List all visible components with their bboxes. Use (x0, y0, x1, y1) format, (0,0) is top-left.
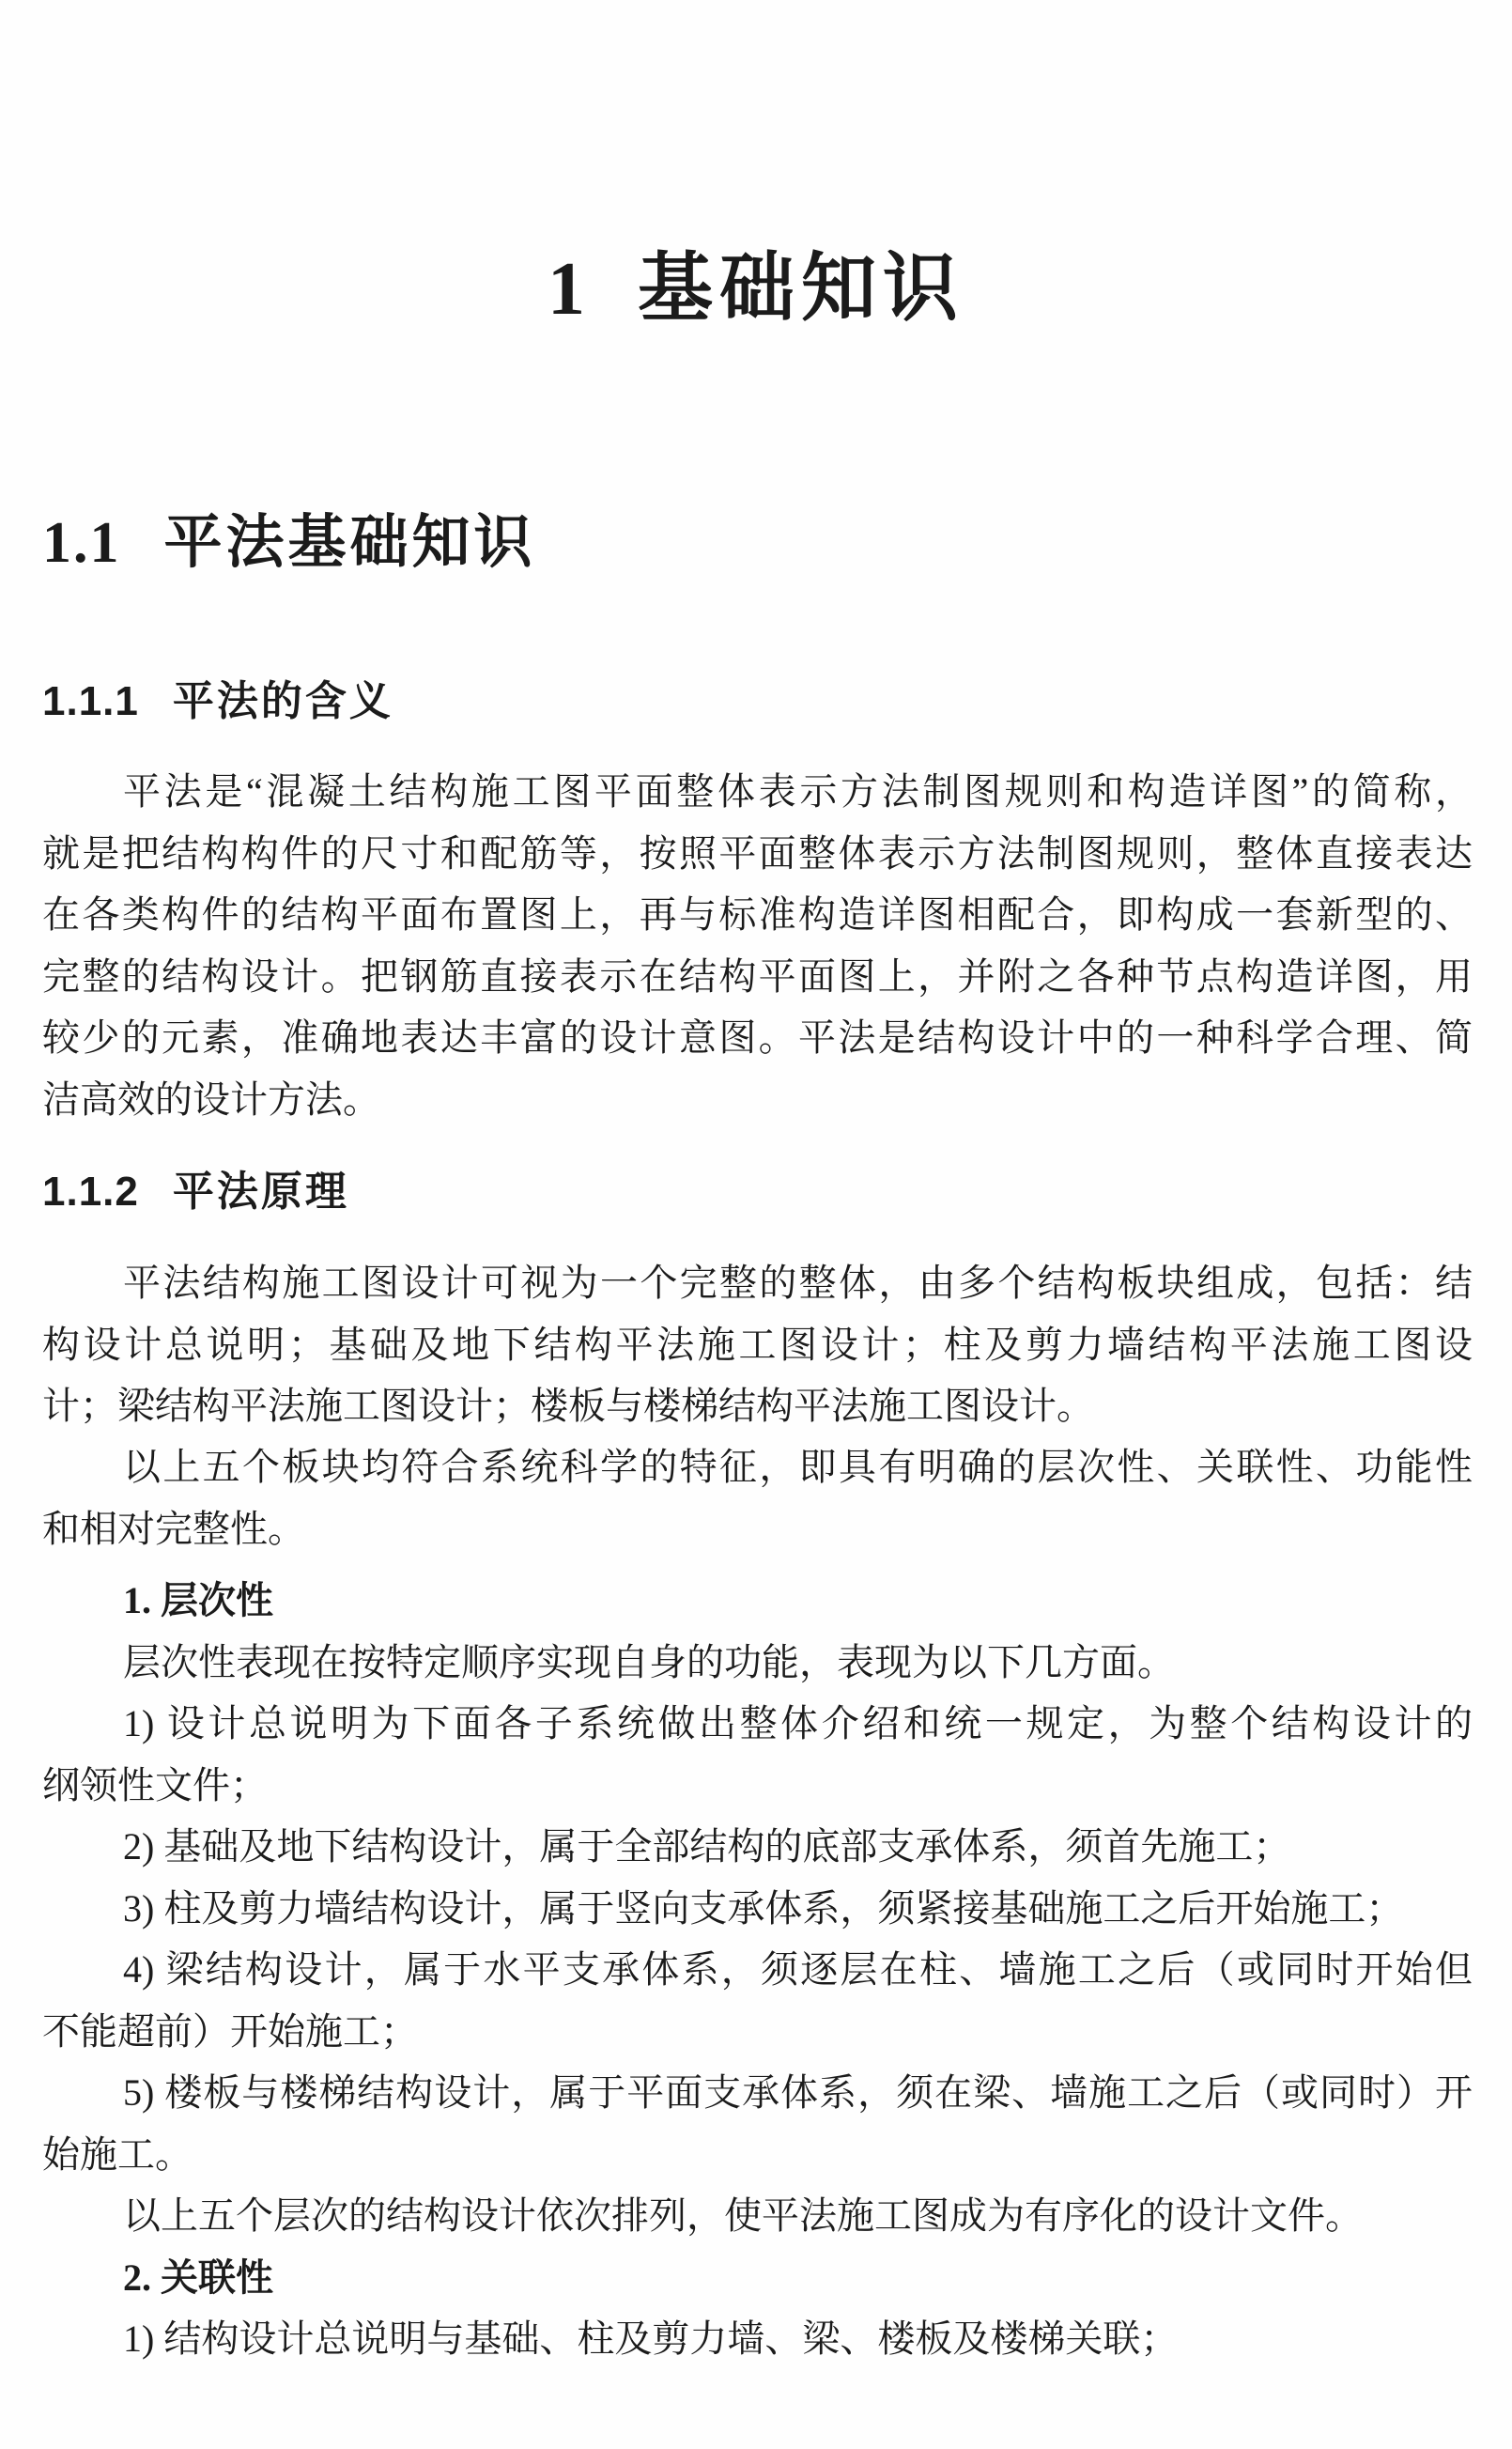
subsection-heading-1-1-1 (42, 680, 1473, 723)
text-line: 层次性表现在按特定顺序实现自身的功能，表现为以下几方面。 (123, 1640, 1175, 1683)
text-line: 完整的结构设计。把钢筋直接表示在结构平面图上，并附之各种节点构造详图，用 (42, 954, 1473, 998)
list-item-line: 纲领性文件； (42, 1763, 268, 1806)
list-item-line: 始施工。 (42, 2132, 193, 2176)
subsection-number: 1.1.2 (42, 1169, 139, 1215)
section-title-text: 平法基础知识 (163, 511, 536, 575)
subsection-heading-1-1-2 (42, 1170, 1473, 1214)
text-line: 平法是“混凝土结构施工图平面整体表示方法制图规则和构造详图”的简称， (123, 770, 1473, 813)
chapter-title-text: 基础知识 (638, 248, 964, 331)
text-line: 洁高效的设计方法。 (42, 1077, 380, 1121)
chapter-title (0, 248, 1512, 331)
subsection-title-text: 平法的含义 (172, 678, 393, 724)
paragraph (42, 1436, 1473, 1559)
subsection-number: 1.1.1 (42, 678, 139, 724)
text-line: 就是把结构构件的尺寸和配筋等，按照平面整体表示方法制图规则，整体直接表达 (42, 831, 1473, 875)
section-number: 1.1 (42, 511, 121, 575)
text-line: 构设计总说明；基础及地下结构平法施工图设计；柱及剪力墙结构平法施工图设 (42, 1323, 1473, 1366)
list-item-line: 1) 结构设计总说明与基础、柱及剪力墙、梁、楼板及楼梯关联； (123, 2317, 1179, 2360)
lower-section (42, 1570, 1473, 2370)
list-heading: 1. 层次性 (123, 1579, 273, 1621)
text-line: 计；梁结构平法施工图设计；楼板与楼梯结构平法施工图设计。 (42, 1385, 1094, 1427)
text-line: 以上五个层次的结构设计依次排列，使平法施工图成为有序化的设计文件。 (123, 2194, 1363, 2237)
list-item-line: 2) 基础及地下结构设计，属于全部结构的底部支承体系，须首先施工； (123, 1825, 1291, 1868)
subsection-title-text: 平法原理 (172, 1169, 349, 1215)
list-heading: 2. 关联性 (123, 2255, 273, 2299)
list-item-line: 3) 柱及剪力墙结构设计，属于竖向支承体系，须紧接基础施工之后开始施工； (123, 1886, 1404, 1930)
list-item-line: 5) 楼板与楼梯结构设计，属于平面支承体系，须在梁、墙施工之后（或同时）开 (123, 2071, 1473, 2114)
chapter-number: 1 (548, 248, 585, 331)
list-item-line: 不能超前）开始施工； (42, 2009, 418, 2053)
paragraph (42, 761, 1473, 1130)
text-line: 以上五个板块均符合系统科学的特征，即具有明确的层次性、关联性、功能性 (123, 1446, 1473, 1488)
text-line: 和相对完整性。 (42, 1507, 305, 1550)
list-item-line: 4) 梁结构设计，属于水平支承体系，须逐层在柱、墙施工之后（或同时开始但 (123, 1948, 1473, 1991)
text-line: 在各类构件的结构平面布置图上，再与标准构造详图相配合，即构成一套新型的、 (42, 893, 1473, 936)
section-heading (42, 513, 1473, 574)
text-line: 较少的元素，准确地表达丰富的设计意图。平法是结构设计中的一种科学合理、简 (42, 1016, 1473, 1059)
list-item-line: 1) 设计总说明为下面各子系统做出整体介绍和统一规定，为整个结构设计的 (123, 1702, 1473, 1744)
paragraph (42, 1252, 1473, 1437)
text-line: 平法结构施工图设计可视为一个完整的整体，由多个结构板块组成，包括：结 (123, 1262, 1473, 1304)
